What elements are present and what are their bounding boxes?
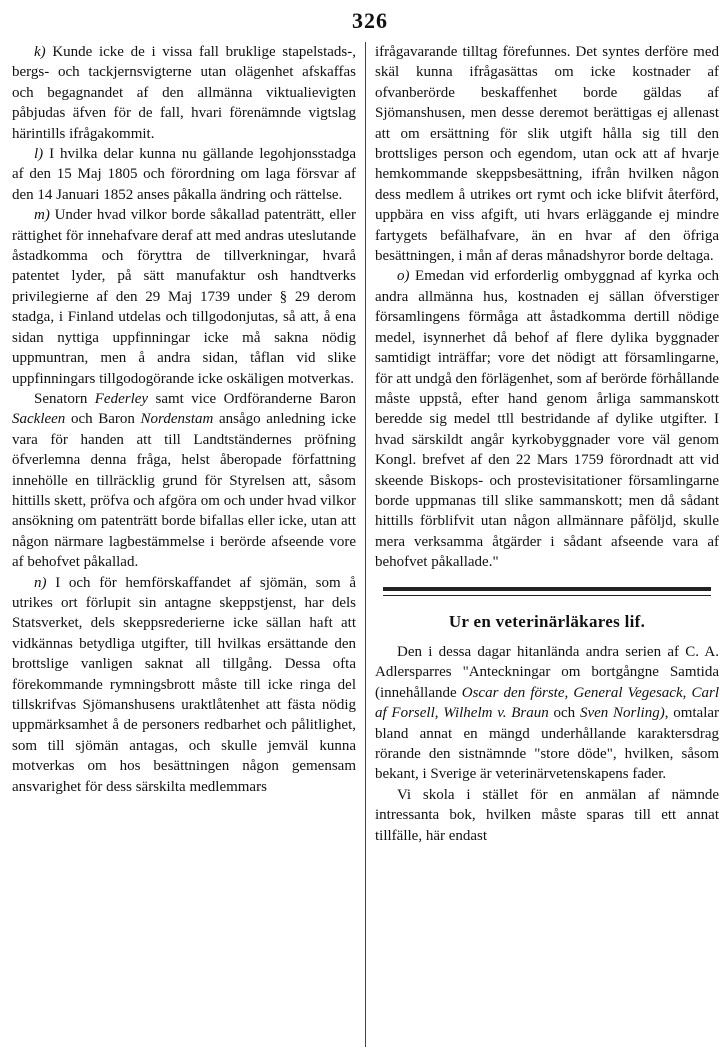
name-norling: Sven Norling) xyxy=(579,705,665,722)
item-l xyxy=(12,144,356,205)
item-m xyxy=(12,205,356,389)
article-text-c: , xyxy=(682,684,687,701)
item-k-label: k) xyxy=(34,44,46,60)
senators-text-4: ansågo anledning icke vara för handen att till Landtständernes pröfning öfverlemna denna fråga, helst åberopade författning innehölle en tillräcklig grund för Styrelsen att, såsom hittills skett, pröfva och afgöra om och under hvad vilkor ansökning om patenträtt borde bifallas eller icke, utan att någon närmare lagbestämmelse i berörde afseende vore af behofvet påkallad. xyxy=(12,411,357,571)
page-number: 326 xyxy=(352,8,388,33)
senators-text-3: och Baron xyxy=(70,411,135,428)
name-nordenstam: Nordenstam xyxy=(140,411,214,428)
item-m-text: Under hvad vilkor borde såkallad patenträtt, eller rättighet för innehafvare deraf att med andras uteslutande åstadkomma och föryttra de tillverkningar, hvarå patentet lyder, på sätt manufaktur osh handtverks privilegierne af den 29 Maj 1739 under § 29 derom stadga, i Finland utdelas och tillgodonjutas, så att, å ena sidan nyttiga uppfinningar icke må sakna nödig uppmuntran, men å andra sidan, tåflan vid slike uppfinningars tillgodogörande icke oskäligen motverkas. xyxy=(12,207,356,387)
item-o-text: Emedan vid erforderlig ombyggnad af kyrka och andra allmänna hus, kostnaden ej sällan öfverstiger församlingens förmåga att åstadkomma dertill nödige medel, isynnerhet då behof af flere dylika byggnader samtidigt inträffar; vore det nödigt att församlingarne, för att undgå den förlägenhet, som af berörde förhållande måste uppstå, efter hand genom årliga sammanskott beredde sig medel ttll bestridande af dylike utgifter. I hvad särskildt angår kyrkobyggnader vore väl genom Kongl. brefvet af den 22 Mars 1759 förordnadt att vid skeende Biskops- och prostevisitationer församlingarne borde uppmanas till slike sammanskott; men då sådant hittills förblifvit utan någon allmännare påföljd, skulle mera verksamma åtgärder i sådant afseende vara af behofvet påkallade." xyxy=(375,268,720,571)
article-text-b: , xyxy=(564,684,569,701)
continuation-paragraph: ifrågavarande tilltag förefunnes. Det syntes derföre med skäl kunna ifrågasättas om icke kostnader af ofvanberörde beskaffenhet borde gäldas af Sjömanshusen, men desse deremot berättigas ej allenast att om ersättning för slik utgift hålla sig till den brottsliges person och egendom, utan ock att af hvarje hemkommande skeppsbesättning, ifrån hvilken någon dess medlem å utrikes ort rymt och icke blifvit återförd, uppbära en viss afgift, uti hvars erläggande ej mindre fartygets befälhafvare, än en hvar af den öfriga besättningen, i mån af deras månadshyror borde deltaga. xyxy=(375,44,719,265)
article-text-f: , omtalar bland annat en mängd underhållande karaktersdrag rörande den sistnämnde "store döde", hvilken, såsom bekant, i Sverige är veterinärvetenskapens fader. xyxy=(375,705,720,783)
column-divider xyxy=(365,42,366,1047)
item-o-label: o) xyxy=(397,268,410,285)
item-k xyxy=(12,42,356,144)
senators-paragraph xyxy=(12,389,356,573)
name-vegesack: General Vegesack xyxy=(573,684,683,701)
left-column xyxy=(12,42,356,797)
article-text-a: Den i dessa dagar hitanlända andra serien af C. A. Adlersparres "Anteckningar om bortgångne Samtida (innehållande xyxy=(375,643,719,701)
item-m-label: m) xyxy=(34,207,50,224)
name-federley: Federley xyxy=(94,390,149,407)
item-k-text: Kunde icke de i vissa fall bruklige stapelstads-, bergs- och tackjernsvigterne utan olägenhet afskaffas och begagnandet af den allmänna viktualievigten påbjudas äfven för de fall, hvari förenämnde vigtslag härintills ifrågakommit. xyxy=(12,44,356,142)
section-rule-thin xyxy=(383,595,711,596)
right-column xyxy=(375,42,719,846)
article-headline: Ur en veterinärläkares lif. xyxy=(448,611,646,631)
section-rule-thick xyxy=(383,587,711,591)
article-paragraph-1 xyxy=(375,642,719,785)
item-n-label: n) xyxy=(34,574,47,591)
item-n xyxy=(12,573,356,797)
name-braun: Wilhelm v. Braun xyxy=(443,705,549,722)
article-text-e: och xyxy=(553,705,576,722)
item-n-text: I och för hemförskaffandet af sjömän, som å utrikes ort förlupit sin antagne skeppstjenst, har dels Statsverket, dels skeppsrederierne icke sällan haft att vidkännas betydliga utgifter, till hvilkas ersättande den brottslige vanligen saknat all tillgång. Dessa ofta förekommande rymningsbrott måste till icke ringa del tillskrifvas Sjömanshusens uraktlåtenhet att fästa nödig uppmärksamhet å de personers redbarhet och pålitlighet, som till sjömän antagas, och skulle jemväl kunna motverkas om hos besättningen någon gemensam ansvarighet för dess särskilta medlemmars xyxy=(12,574,356,795)
senators-text-2: samt vice Ordföranderne Baron xyxy=(155,390,356,407)
article-paragraph-2: Vi skola i stället för en anmälan af nämnde intressanta bok, hvilken måste sparas till ett annat tillfälle, här endast xyxy=(375,786,719,844)
item-l-label: l) xyxy=(34,146,44,163)
item-l-text: I hvilka delar kunna nu gällande legohjonsstadga af den 15 Maj 1805 och förordning om laga försvar af den 14 Januari 1852 anses påkalla ändring och rättelse. xyxy=(12,146,356,203)
name-sackleen: Sackleen xyxy=(12,411,66,428)
item-o xyxy=(375,266,719,572)
name-oscar: Oscar den förste xyxy=(461,684,565,701)
article-text-d: , xyxy=(434,705,439,722)
senators-text-1: Senatorn xyxy=(34,390,88,407)
name-forsell: Carl af Forsell xyxy=(375,684,720,722)
